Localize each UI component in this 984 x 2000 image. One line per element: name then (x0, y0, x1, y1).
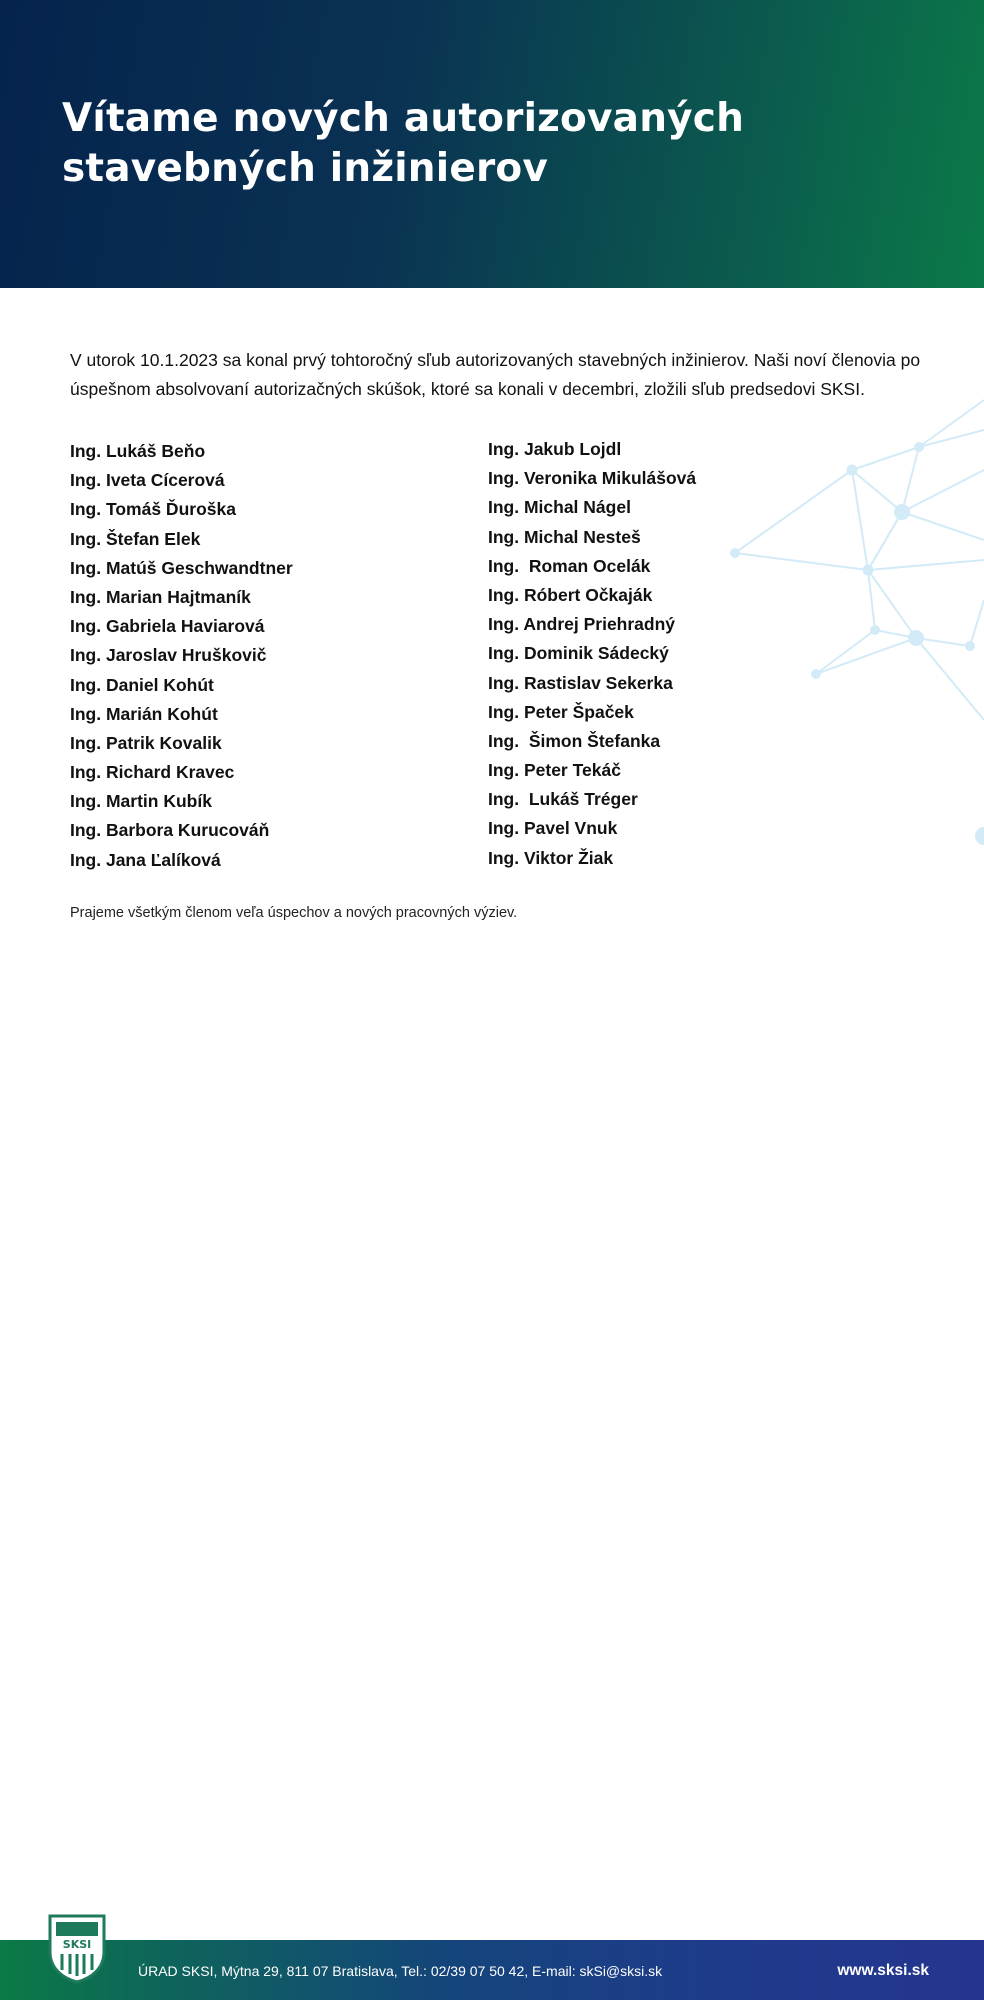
list-item: Ing. Marian Hajtmaník (70, 586, 251, 607)
list-item: Ing. Štefan Elek (70, 528, 201, 549)
sksi-logo (46, 1912, 108, 1984)
list-item: Ing. Róbert Očkaják (488, 584, 653, 605)
list-item: Ing. Andrej Priehradný (488, 614, 676, 635)
list-item: Ing. Šimon Štefanka (488, 730, 661, 751)
list-item: Ing. Tomáš Ďuroška (70, 499, 236, 520)
list-item: Ing. Lukáš Tréger (488, 789, 638, 810)
list-item: Ing. Veronika Mikulášová (488, 468, 697, 489)
list-item: Ing. Patrik Kovalik (70, 732, 222, 753)
list-item: Ing. Richard Kravec (70, 762, 235, 783)
list-item: Ing. Peter Špaček (488, 701, 634, 722)
list-item: Ing. Viktor Žiak (488, 847, 614, 868)
list-item: Ing. Rastislav Sekerka (488, 672, 673, 693)
website-link[interactable]: www.sksi.sk (837, 1962, 929, 1979)
list-item: Ing. Michal Nesteš (488, 526, 641, 547)
list-item: Ing. Lukáš Beňo (70, 441, 206, 461)
list-item: Ing. Dominik Sádecký (488, 643, 669, 664)
list-item: Ing. Daniel Kohút (70, 674, 214, 695)
list-item: Ing. Jaroslav Hruškovič (70, 645, 267, 666)
title-line-1: Vítame nových autorizovaných (62, 96, 745, 141)
footer-bar (0, 1940, 984, 2000)
list-item: Ing. Martin Kubík (70, 791, 212, 812)
list-item: Ing. Michal Nágel (488, 497, 631, 518)
list-item: Ing. Roman Ocelák (488, 555, 651, 576)
list-item: Ing. Matúš Geschwandtner (70, 557, 293, 578)
list-item: Ing. Marián Kohút (70, 703, 218, 724)
list-item: Ing. Peter Tekáč (488, 760, 621, 781)
list-item: Ing. Jakub Lojdl (488, 439, 622, 459)
names-list-left (70, 437, 293, 875)
list-item: Ing. Pavel Vnuk (488, 818, 618, 839)
list-item: Ing. Jana Ľalíková (70, 849, 221, 870)
names-list-right (488, 435, 696, 873)
title-line-2: stavebných inžinierov (62, 146, 549, 191)
list-item: Ing. Iveta Cícerová (70, 470, 225, 491)
logo-text: SKSI (62, 1938, 92, 1951)
closing-text: Prajeme všetkým členom veľa úspechov a nových pracovných výziev. (70, 905, 518, 921)
intro-paragraph: V utorok 10.1.2023 sa konal prvý tohtoročný sľub autorizovaných stavebných inžinierov. Naši noví členovia po úspešnom absolvovaní autorizačných skúšok, ktoré sa konali v decembri, zložili sľub predsedovi SKSI. (70, 350, 921, 399)
list-item: Ing. Gabriela Haviarová (70, 616, 265, 637)
list-item: Ing. Barbora Kurucováň (70, 820, 270, 841)
footer-address: ÚRAD SKSI, Mýtna 29, 811 07 Bratislava, Tel.: 02/39 07 50 42, E-mail: skSi@sksi.sk (138, 1963, 663, 1979)
